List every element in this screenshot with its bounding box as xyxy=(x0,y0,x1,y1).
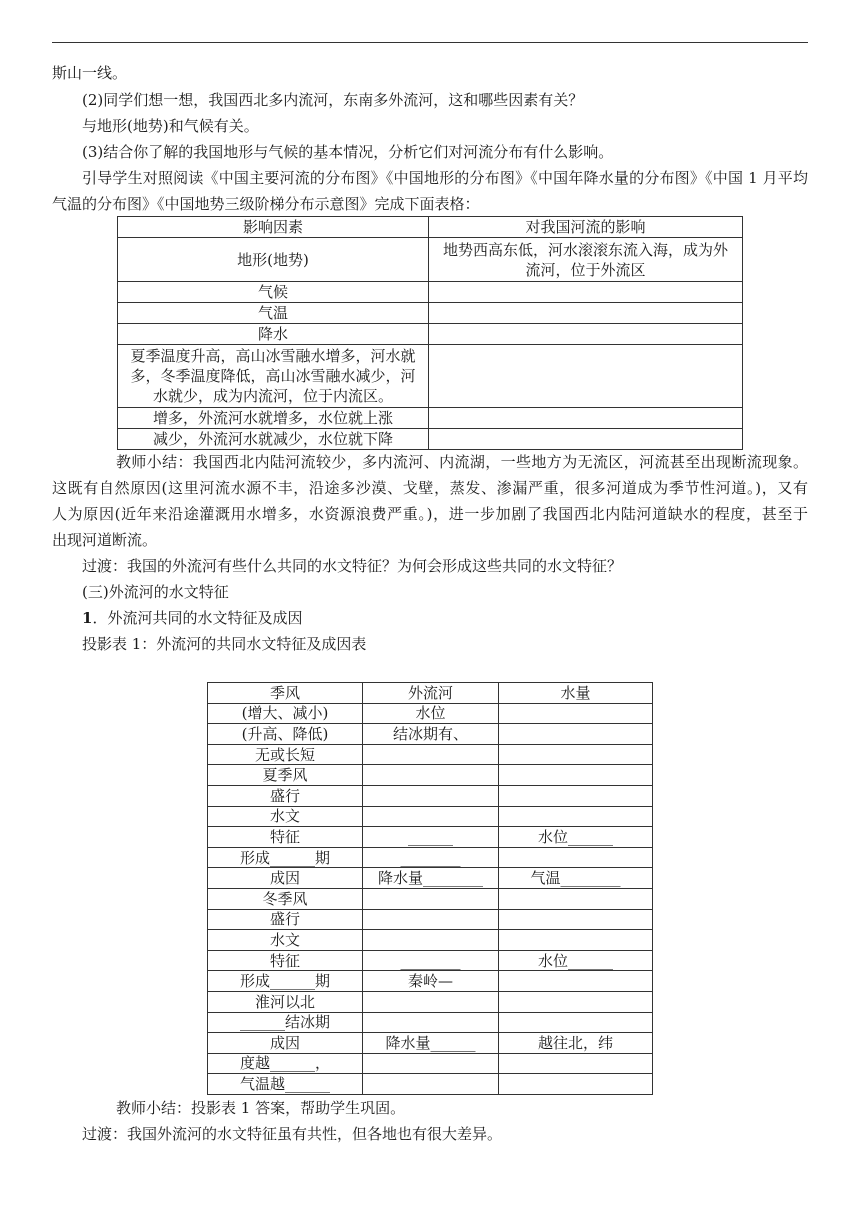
table-cell xyxy=(363,744,499,765)
table-cell: 季风 xyxy=(208,683,363,704)
table-row xyxy=(208,765,653,786)
table-cell xyxy=(499,971,653,992)
table-cell xyxy=(499,847,653,868)
table-cell: 夏季风 xyxy=(208,765,363,786)
table-cell: 冬季风 xyxy=(208,888,363,909)
effect-cell xyxy=(429,303,743,324)
table-row xyxy=(208,930,653,951)
summary-line: 人为原因(近年来沿途灌溉用水增多，水资源浪费严重。)，进一步加剧了我国西北内陆河道缺水的程度，甚至于 xyxy=(52,505,808,523)
table-row xyxy=(208,1012,653,1033)
table-row xyxy=(208,827,653,848)
table-cell xyxy=(363,991,499,1012)
table-cell: 秦岭— xyxy=(363,971,499,992)
subsection-heading xyxy=(52,605,808,631)
table-cell xyxy=(499,991,653,1012)
table-cell xyxy=(499,1074,653,1095)
table-cell xyxy=(363,888,499,909)
table-cell xyxy=(499,888,653,909)
intro-block xyxy=(52,59,808,217)
factor-cell xyxy=(118,282,429,303)
summary-line: 这既有自然原因(这里河流水源不丰，沿途多沙漠、戈壁，蒸发、渗漏严重，很多河道成为季节性河道。)，又有 xyxy=(52,479,808,497)
table-cell: 特征 xyxy=(208,950,363,971)
cell-line: 减少，外流河水就减少，水位就下降 xyxy=(152,430,393,448)
effect-cell xyxy=(429,324,743,345)
question-3: (3)结合你了解的我国地形与气候的基本情况，分析它们对河流分布有什么影响。 xyxy=(82,143,614,161)
table-cell xyxy=(499,909,653,930)
cell-line: 增多，外流河水就增多，水位就上涨 xyxy=(152,409,393,427)
cell-line: 降水 xyxy=(257,325,288,343)
table-row xyxy=(208,744,653,765)
table-cell xyxy=(363,1074,499,1095)
table-cell: 水位______ xyxy=(499,827,653,848)
table-cell xyxy=(363,1012,499,1033)
cell-line: 地势西高东低，河水滚滚东流入海，成为外 xyxy=(442,240,728,259)
table-cell xyxy=(499,930,653,951)
table-row xyxy=(208,888,653,909)
features-table xyxy=(207,682,653,1095)
table-row xyxy=(208,909,653,930)
table-cell xyxy=(363,765,499,786)
cell-line: 流河，位于外流区 xyxy=(525,260,646,279)
effect-cell xyxy=(429,238,743,282)
table-row xyxy=(208,868,653,889)
table-cell: 结冰期有、 xyxy=(363,724,499,745)
table-cell xyxy=(499,785,653,806)
summary-line: 教师小结：我国西北内陆河流较少，多内流河、内流湖，一些地方为无流区，河流甚至出现断流现象。 xyxy=(116,453,808,471)
answer-2: 与地形(地势)和气候有关。 xyxy=(82,117,259,135)
table-cell: 水位______ xyxy=(499,950,653,971)
table-cell: 外流河 xyxy=(363,683,499,704)
subsection-number: 1 xyxy=(82,609,93,627)
table-cell: (升高、降低) xyxy=(208,724,363,745)
effect-cell xyxy=(429,345,743,408)
table-cell: 水位 xyxy=(363,703,499,724)
header-cell-effect: 对我国河流的影响 xyxy=(429,217,743,238)
instruction-line: 引导学生对照阅读《中国主要河流的分布图》《中国地形的分布图》《中国年降水量的分布图》《中国 1 月平均 xyxy=(82,169,808,187)
closing-block xyxy=(52,1095,808,1147)
table-cell: 无或长短 xyxy=(208,744,363,765)
factor-cell xyxy=(118,408,429,429)
table-cell: 特征 xyxy=(208,827,363,848)
table-row xyxy=(118,282,743,303)
table-row xyxy=(208,1074,653,1095)
table-cell xyxy=(499,1012,653,1033)
table-row xyxy=(118,238,743,282)
table-cell xyxy=(363,930,499,951)
table-cell xyxy=(499,765,653,786)
table-row xyxy=(208,1033,653,1054)
paragraph-line: 斯山一线。 xyxy=(52,64,128,82)
table-cell: (增大、减小) xyxy=(208,703,363,724)
factor-cell xyxy=(118,303,429,324)
table-row xyxy=(118,429,743,450)
cell-line: 地形(地势) xyxy=(237,250,309,269)
cell-line: 气候 xyxy=(257,283,288,301)
table-row xyxy=(208,683,653,704)
table-header-row xyxy=(118,217,743,238)
table-cell: ________ xyxy=(363,847,499,868)
table-row xyxy=(208,991,653,1012)
factor-cell xyxy=(118,345,429,408)
instruction-line: 气温的分布图》《中国地势三级阶梯分布示意图》完成下面表格： xyxy=(52,195,480,213)
summary-block xyxy=(52,449,808,657)
table-cell: 成因 xyxy=(208,868,363,889)
table-cell xyxy=(363,1053,499,1074)
table-cell: ______结冰期 xyxy=(208,1012,363,1033)
table-cell: 盛行 xyxy=(208,909,363,930)
projection-caption: 投影表 1：外流河的共同水文特征及成因表 xyxy=(82,635,367,653)
factor-cell xyxy=(118,429,429,450)
table-cell: ______ xyxy=(363,827,499,848)
cell-line: 多，冬季温度降低，高山冰雪融水减少，河 xyxy=(130,367,416,385)
subsection-text: ．外流河共同的水文特征及成因 xyxy=(92,609,303,627)
table-row xyxy=(118,324,743,345)
transition-line: 过渡：我国外流河的水文特征虽有共性，但各地也有很大差异。 xyxy=(82,1125,503,1143)
table-cell xyxy=(499,806,653,827)
table-cell: 降水量________ xyxy=(363,868,499,889)
question-2: (2)同学们想一想，我国西北多内流河，东南多外流河，这和哪些因素有关？ xyxy=(82,91,584,109)
table-cell xyxy=(499,703,653,724)
effect-cell xyxy=(429,429,743,450)
factor-cell xyxy=(118,238,429,282)
table-row xyxy=(208,785,653,806)
table-row xyxy=(208,806,653,827)
table-row xyxy=(208,1053,653,1074)
table-cell: 盛行 xyxy=(208,785,363,806)
cell-line: 水就少，成为内流河，位于内流区。 xyxy=(152,387,393,405)
table-cell: ________ xyxy=(363,950,499,971)
table-row xyxy=(208,724,653,745)
effect-cell xyxy=(429,282,743,303)
table-row xyxy=(208,847,653,868)
table-cell: 形成______期 xyxy=(208,971,363,992)
factor-cell xyxy=(118,324,429,345)
table-cell: 度越______， xyxy=(208,1053,363,1074)
summary-line: 教师小结：投影表 1 答案，帮助学生巩固。 xyxy=(116,1099,406,1117)
table-row xyxy=(208,971,653,992)
table-cell: 越往北，纬 xyxy=(499,1033,653,1054)
effect-cell xyxy=(429,408,743,429)
table-cell xyxy=(499,744,653,765)
cell-line: 夏季温度升高，高山冰雪融水增多，河水就 xyxy=(130,347,416,365)
table-row xyxy=(208,703,653,724)
table-cell xyxy=(363,909,499,930)
table-row xyxy=(208,950,653,971)
section-title: (三)外流河的水文特征 xyxy=(82,583,229,601)
table-cell: 成因 xyxy=(208,1033,363,1054)
table-cell: 水量 xyxy=(499,683,653,704)
table-cell xyxy=(499,724,653,745)
header-cell-factor: 影响因素 xyxy=(118,217,429,238)
table-cell xyxy=(363,785,499,806)
table-cell xyxy=(499,1053,653,1074)
cell-line: 气温 xyxy=(257,304,288,322)
table-row xyxy=(118,303,743,324)
transition-line: 过渡：我国的外流河有些什么共同的水文特征？为何会形成这些共同的水文特征？ xyxy=(82,557,623,575)
table-cell: 气温________ xyxy=(499,868,653,889)
table-cell: 气温越______ xyxy=(208,1074,363,1095)
table-cell: 淮河以北 xyxy=(208,991,363,1012)
table-row xyxy=(118,408,743,429)
table-cell: 水文 xyxy=(208,930,363,951)
table-cell: 水文 xyxy=(208,806,363,827)
table-row xyxy=(118,345,743,408)
summary-line: 出现河道断流。 xyxy=(52,531,158,549)
header-rule xyxy=(52,42,808,43)
influence-table xyxy=(117,216,743,450)
table-cell xyxy=(363,806,499,827)
table-cell: 降水量______ xyxy=(363,1033,499,1054)
table-cell: 形成______期 xyxy=(208,847,363,868)
